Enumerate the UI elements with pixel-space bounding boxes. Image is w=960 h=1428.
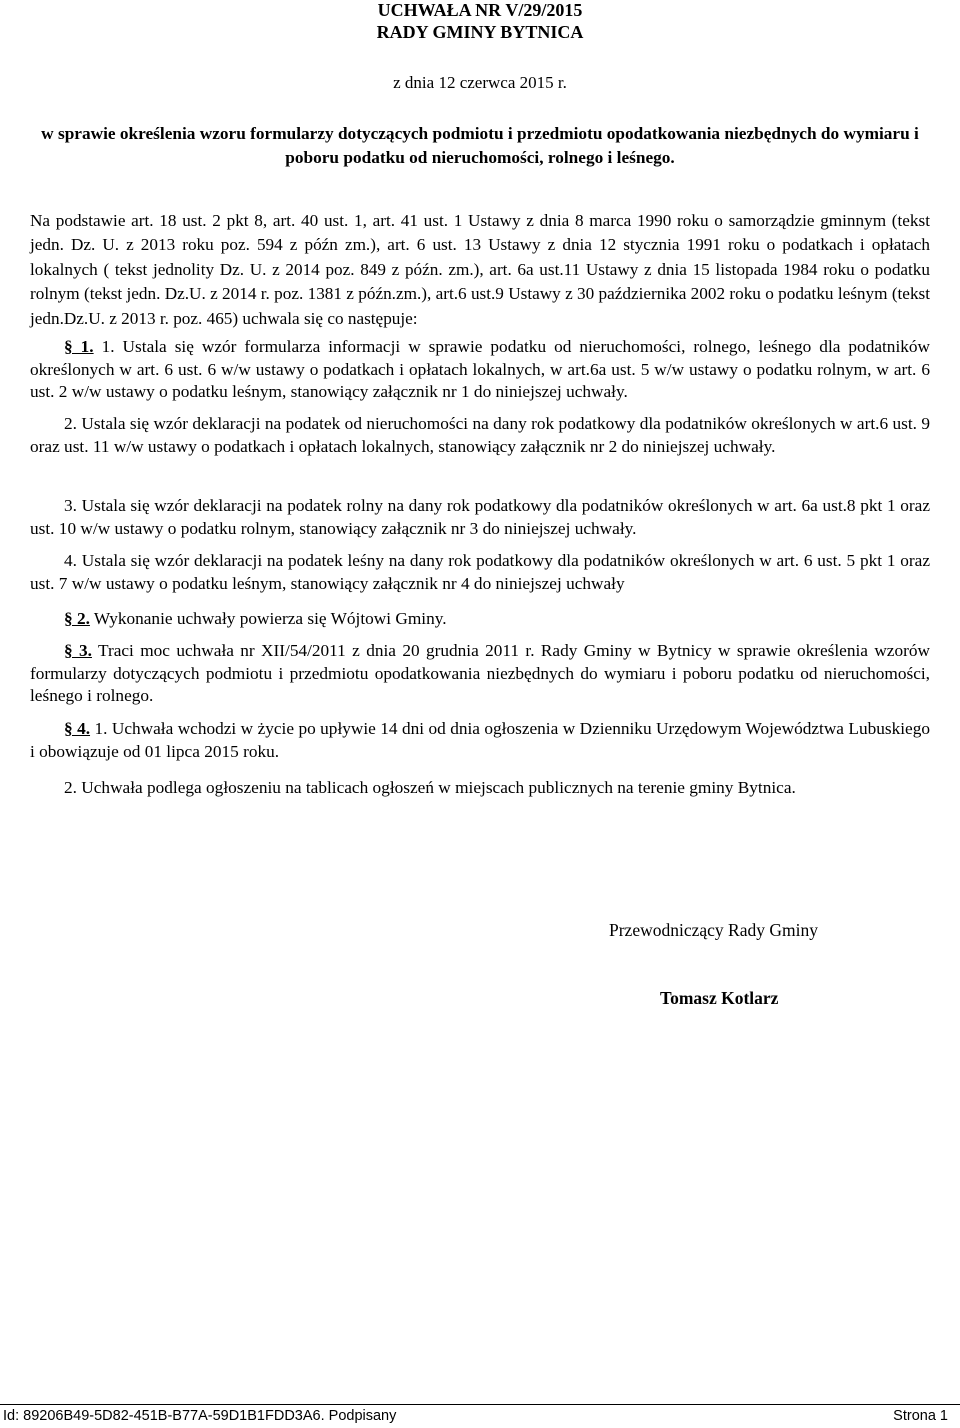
section-3-text: Traci moc uchwała nr XII/54/2011 z dnia 20 grudnia 2011 r. Rady Gminy w Bytnicy w sprawie określenia wzorów formularzy dotyczących podmiotu i przedmiotu opodatkowania niezbędnych do wymiaru i poboru podatku od nieruchomości, leśnego i rolnego. [30, 641, 930, 705]
section-4-paragraph-1 [30, 718, 930, 763]
section-2-marker: § 2. [64, 609, 90, 628]
section-3-marker: § 3. [64, 641, 92, 660]
page-number: Strona 1 [893, 1408, 948, 1424]
section-1-paragraph-4: 4. Ustala się wzór deklaracji na podatek leśny na dany rok podatkowy dla podatników określonych w art. 6 ust. 5 pkt 1 oraz ust. 7 w/w ustawy o podatku leśnym, stanowiący załącznik nr 4 do niniejszej uchwały [30, 551, 930, 593]
section-1-paragraph-1-text: 1. Ustala się wzór formularza informacji w sprawie podatku od nieruchomości, rolnego, leśnego dla podatników określonych w art. 6 ust. 6 w/w ustawy o podatkach i opłatach lokalnych, w art.6a ust. 5 w/w ustawy o podatku rolnym, w art. 6 ust. 2 w/w ustawy o podatku leśnym, stanowiący załącznik nr 1 do niniejszej uchwały. [30, 337, 931, 401]
section-1-paragraph-1 [30, 336, 930, 404]
section-3-paragraph [30, 640, 930, 708]
signatory-name: Tomasz Kotlarz [660, 988, 779, 1008]
section-1-paragraph-2: 2. Ustala się wzór deklaracji na podatek od nieruchomości na dany rok podatkowy dla podatników określonych w art.6 ust. 9 oraz ust. 11 w/w ustawy o podatkach i opłatach lokalnych, stanowiący załącznik nr 2 do niniejszej uchwały. [30, 414, 930, 456]
section-2-text: Wykonanie uchwały powierza się Wójtowi Gminy. [89, 609, 447, 628]
section-4-paragraph-1-text: 1. Uchwała wchodzi w życie po upływie 14 dni od dnia ogłoszenia w Dzienniku Urzędowym Województwa Lubuskiego i obowiązuje od 01 lipca 2015 roku. [30, 719, 931, 761]
section-1-marker: § 1. [64, 337, 94, 356]
resolution-title: UCHWAŁA NR V/29/2015 [377, 0, 583, 20]
legal-basis-preamble: Na podstawie art. 18 ust. 2 pkt 8, art. 40 ust. 1, art. 41 ust. 1 Ustawy z dnia 8 marca 1990 roku o samorządzie gminnym (tekst jedn. Dz. U. z 2013 roku poz. 594 z późn zm.), art. 6 ust. 13 Ustawy z dnia 12 stycznia 1991 roku o podatkach i opłatach lokalnych ( tekst jednolity Dz. U. z 2014 poz. 849 z późn. zm.), art. 6a ust.11 Ustawy z dnia 15 listopada 1984 roku o podatku rolnym (tekst jedn. Dz.U. z 2014 r. poz. 1381 z późn.zm.), art.6 ust.9 Ustawy z 30 października 2002 roku o podatku leśnym (tekst jedn.Dz.U. z 2013 r. poz. 465) uchwala się co następuje: [30, 211, 930, 328]
section-4-paragraph-2: 2. Uchwała podlega ogłoszeniu na tablicach ogłoszeń w miejscach publicznych na terenie gminy Bytnica. [64, 778, 796, 797]
footer-divider [0, 1404, 960, 1405]
signatory-role: Przewodniczący Rady Gminy [609, 920, 818, 940]
resolution-subject: w sprawie określenia wzoru formularzy dotyczących podmiotu i przedmiotu opodatkowania niezbędnych do wymiaru i poboru podatku od nieruchomości, rolnego i leśnego. [41, 124, 919, 167]
resolution-date: z dnia 12 czerwca 2015 r. [393, 73, 567, 92]
section-4-marker: § 4. [64, 719, 91, 738]
section-1-paragraph-3: 3. Ustala się wzór deklaracji na podatek rolny na dany rok podatkowy dla podatników określonych w art. 6a ust.8 pkt 1 oraz ust. 10 w/w ustawy o podatku rolnym, stanowiący załącznik nr 3 do niniejszej uchwały. [30, 496, 930, 538]
document-id: Id: 89206B49-5D82-451B-B77A-59D1B1FDD3A6. Podpisany [3, 1408, 397, 1424]
council-name: RADY GMINY BYTNICA [376, 22, 584, 42]
section-2-paragraph [30, 608, 930, 631]
